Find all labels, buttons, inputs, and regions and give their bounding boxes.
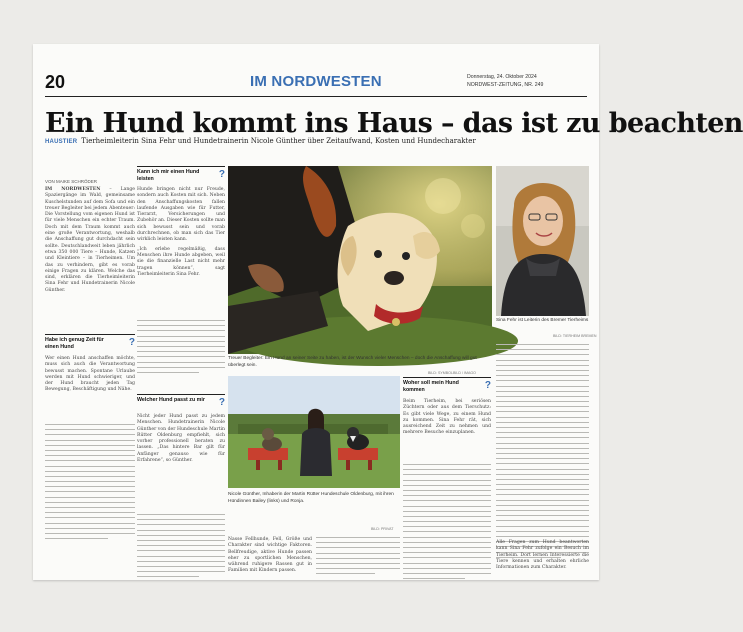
col2-paragraph-2: „Ich erlebe regelmäßig, dass Menschen ihre Hunde abgeben, weil sie die finanzielle Last nicht mehr tragen können“, sagt Tierheimleiterin Sina Fehr.	[137, 246, 225, 277]
col2-lower-lines	[137, 514, 225, 581]
col1-text-lines	[45, 424, 135, 543]
col1-paragraph: Wer einen Hund anschaffen möchte, muss sich auch die Verantwortung bewusst machen. Spontane Urlaube werden mit Hund schwieriger, und der Hund braucht jeden Tag Bewegung, Beschäftigung und Nähe.	[45, 356, 135, 393]
portrait-illustration	[496, 166, 589, 316]
trainer-with-dogs-illustration	[228, 376, 400, 488]
col2-lower-body	[137, 414, 225, 509]
col1-body	[45, 356, 135, 397]
question-mark-icon: ?	[128, 337, 135, 348]
headline: Ein Hund kommt ins Haus – das ist zu beachten	[45, 108, 743, 139]
col4-body	[403, 399, 491, 459]
question-time: Habe ich genug Zeit für einen Hund	[45, 337, 104, 350]
header-rule	[45, 96, 587, 97]
kicker	[45, 137, 476, 145]
question-box-time	[45, 334, 135, 350]
issue-date: Donnerstag, 24. Oktober 2024	[467, 74, 537, 80]
kicker-label: HAUSTIER	[45, 139, 78, 145]
lead-body: – Lange Spaziergänge im Wald, gemeinsame Kuschelstunden auf dem Sofa und ein treuer Begleiter bei jedem Abenteuer: Die Vorstellung vom eigenen Hund ist für viele Menschen ein echter Traum. Doch mit dem Traum kommt auch eine große Verantwortung, weshalb die Anschaffung gut durchdacht sein sollte. Deutschlandweit leben jährlich etwa 350 000 Tiere – Hunde, Katzen und Kleintiere – in Tierheimen. Um das zu verhindern, gibt es vorab einige Fragen zu klären. Welche das sind, erklären die Tierheimleiterin Sina Fehr und Hundetrainerin Nicole Günther.	[45, 187, 135, 293]
col2-text-lines	[137, 320, 225, 377]
col2-paragraph-1: Hunde bringen nicht nur Freude, sondern auch Kosten mit sich. Neben den Anschaffungskosten fallen laufende Ausgaben wie für Futter, Tierarzt, Versicherungen und Zubehör an. Dieser Kosten sollte man sich bewusst sein und vorab durchrechnen, ob man sich das Tier wirklich leisten kann.	[137, 187, 225, 243]
question-mark-icon: ?	[218, 397, 225, 408]
main-photo-caption: Treuer Begleiter: Ein Hund an seiner Seite zu haben, ist der Wunsch vieler Menschen – doch die Anschaffung will gut überlegt sein.	[228, 356, 477, 368]
section-title: IM NORDWESTEN	[250, 73, 382, 90]
portrait-photo-sina-fehr	[496, 166, 589, 316]
col5-body	[496, 540, 589, 574]
kicker-text: Tierheimleiterin Sina Fehr und Hundetrainerin Nicole Günther über Zeitaufwand, Kosten und Hundecharakter	[81, 137, 476, 145]
col5-paragraph: Alle Fragen zum Hund beantworten kann Sina Fehr zufolge ein Besuch im Tierheim. Dort lernen Interessierte die Tiere kennen und erhalten ehrliche Informationen zum Charakter.	[496, 540, 589, 571]
question-source: Woher soll mein Hund kommen	[403, 380, 459, 393]
dog-with-owner-illustration	[228, 166, 492, 354]
page-number: 20	[45, 72, 66, 92]
lead-dateline: IM NORDWESTEN	[45, 187, 101, 192]
col3b-text-lines	[316, 537, 400, 579]
question-mark-icon: ?	[484, 380, 491, 391]
question-box-source	[403, 377, 491, 393]
question-box-fit	[137, 394, 225, 408]
col3-paragraph: Nasse Fellhunde, Fell, Größe und Charakter sind wichtige Faktoren. Bellfreudige, aktive Hunde passen eher zu sportlichen Menschen, während ruhigere Rassen gut in Familien mit Kindern passen.	[228, 537, 312, 574]
second-photo-credit: BILD: PRIVAT	[371, 527, 394, 531]
col2-lower-paragraph: Nicht jeder Hund passt zu jedem Menschen. Hundetrainerin Nicole Günther von der Hundeschule Martin Rütter Oldenburg empfiehlt, sich vorher professionell beraten zu lassen. „Das hintere Bar gilt für Anfänger genauso wie für Erfahrene“, so Günther.	[137, 414, 225, 464]
question-cost: Kann ich mir einen Hund leisten	[137, 169, 200, 182]
col4-text-lines	[403, 464, 491, 583]
col3-body	[228, 537, 312, 577]
col4-paragraph: Beim Tierheim, bei seriösen Züchtern oder aus dem Tierschutz: Es gibt viele Wege, zu einem Hund zu kommen. Sina Fehr rät, sich ausreichend Zeit zu nehmen und mehrere Besuche einzuplanen.	[403, 399, 491, 436]
byline: VON MAIKE SCHRÖDER	[45, 179, 98, 184]
lead-text	[45, 187, 135, 322]
main-photo-credit: BILD: SYMBOLBILD / IMAGO	[428, 371, 476, 375]
page-header	[45, 72, 587, 102]
second-photo-trainer	[228, 376, 400, 488]
dateline	[467, 73, 587, 89]
portrait-credit: BILD: TIERHEIM BREMEN	[553, 334, 597, 338]
paper-name: NORDWEST-ZEITUNG, NR. 249	[467, 82, 544, 88]
question-fit: Welcher Hund passt zu mir	[137, 397, 205, 403]
newspaper-page	[33, 44, 743, 580]
question-mark-icon: ?	[218, 169, 225, 180]
second-photo-caption: Nicole Günther, Inhaberin der Martin Rütter Hundeschule Oldenburg, mit ihren Hündinnen Bailey (links) und Ronja.	[228, 492, 394, 504]
col5-text-lines-top	[496, 344, 589, 562]
col2-body	[137, 187, 225, 315]
portrait-caption: Sina Fehr ist Leiterin des Bremer Tierheims	[496, 318, 589, 323]
question-box-cost	[137, 166, 225, 182]
main-photo-dog	[228, 166, 492, 354]
